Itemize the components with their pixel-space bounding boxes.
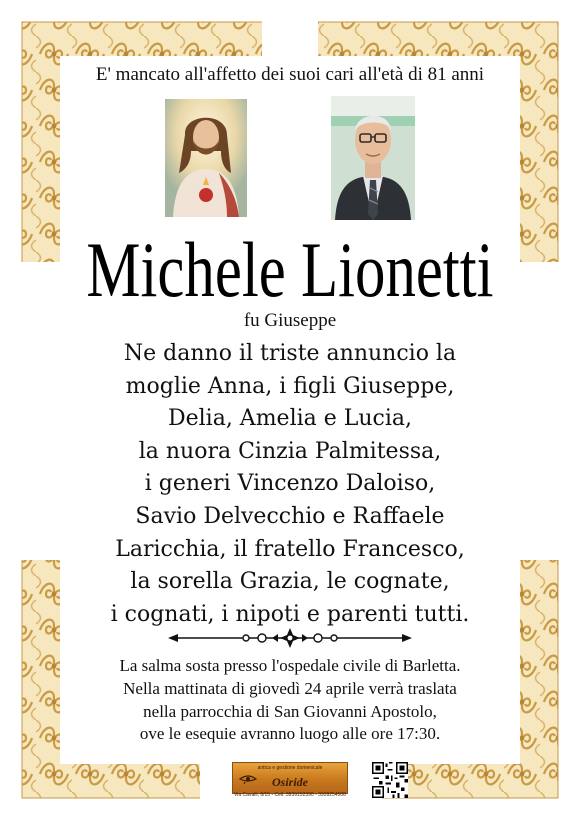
funeral-information — [40, 655, 540, 746]
deceased-name: Michele Lionetti — [86, 226, 494, 313]
logo-contact: Via Cavalli, 8/15 - Cell. 3939152390 - 3939254508 — [234, 792, 346, 798]
intro-text: E' mancato all'affetto dei suoi cari all'età di 81 anni — [95, 64, 485, 85]
info-line: Nella mattinata di giovedì 24 aprile verrà traslata — [123, 678, 457, 698]
announcement-line: Savio Delvecchio e Raffaele — [135, 503, 445, 529]
funeral-home-logo — [232, 762, 348, 798]
info-line: La salma sosta presso l'ospedale civile di Barletta. — [119, 656, 461, 675]
info-line: ove le esequie avranno luogo alle ore 17:30. — [139, 724, 441, 744]
ornamental-divider-icon — [168, 627, 412, 649]
announcement-line: moglie Anna, i figli Giuseppe, — [125, 373, 455, 399]
announcement-line: Ne danno il triste annuncio la — [123, 341, 457, 366]
logo-tagline: antica e gestione domenicale — [257, 765, 323, 771]
father-name: fu Giuseppe — [243, 310, 337, 331]
family-announcement — [30, 338, 550, 631]
announcement-line: i generi Vincenzo Daloiso, — [144, 471, 436, 497]
announcement-line: Delia, Amelia e Lucia, — [167, 406, 413, 432]
sacred-heart-image — [165, 99, 247, 217]
eye-of-horus-icon — [239, 774, 257, 784]
deceased-photo — [331, 96, 415, 220]
announcement-line: i cognati, i nipoti e parenti tutti. — [110, 601, 470, 627]
info-line: nella parrocchia di San Giovanni Apostolo, — [143, 701, 437, 721]
announcement-line: Laricchia, il fratello Francesco, — [115, 536, 465, 562]
qr-code-icon[interactable] — [372, 762, 408, 798]
announcement-line: la nuora Cinzia Palmitessa, — [138, 438, 442, 464]
announcement-line: la sorella Grazia, le cognate, — [130, 569, 450, 595]
logo-brand: Osiride — [272, 775, 308, 789]
